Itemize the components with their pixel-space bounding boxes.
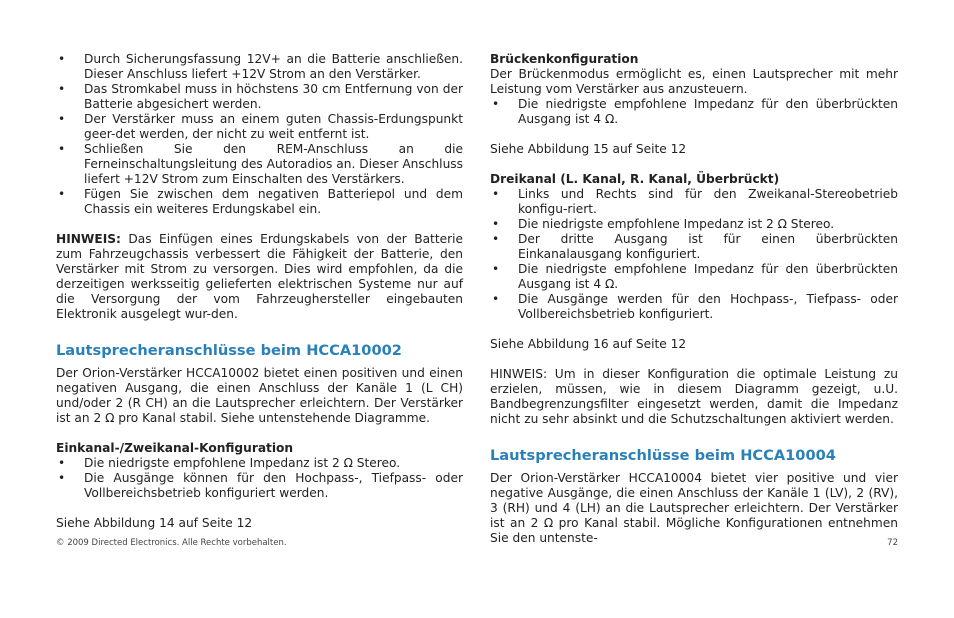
filter-note: HINWEIS: Um in dieser Konfiguration die optimale Leistung zu erzielen, müssen, wie in diesem Diagramm gezeigt, u.U. Bandbegrenzungsfilter eingesetzt werden, damit die Impedanz nicht zu sehr absinkt und die Schutzschaltungen aktiviert werden. — [490, 367, 898, 426]
subheading-three-channel: Dreikanal (L. Kanal, R. Kanal, Überbrückt) — [490, 172, 780, 186]
list-item: • Die Ausgänge werden für den Hochpass-, Tiefpass- oder Vollbereichsbetrieb konfiguriert. — [490, 292, 898, 322]
figure-reference: Siehe Abbildung 14 auf Seite 12 — [56, 516, 253, 530]
section-heading-hcca10002: Lautsprecheranschlüsse beim HCCA10002 — [56, 342, 402, 359]
grounding-note — [56, 232, 463, 322]
list-item: • Die niedrigste empfohlene Impedanz ist 2 Ω Stereo. — [490, 217, 898, 232]
subheading-single-dual-channel: Einkanal-/Zweikanal-Konfiguration — [56, 441, 294, 455]
single-dual-bullet-list — [56, 456, 463, 501]
installation-bullet-list — [56, 52, 463, 217]
list-item: • Schließen Sie den REM-Anschluss an die Ferneinschaltungsleitung des Autoradios an. Dieser Anschluss liefert +12V Strom zum Einschalten des Verstärkers. — [56, 142, 463, 187]
list-item: • Das Stromkabel muss in höchstens 30 cm Entfernung von der Batterie abgesichert werden. — [56, 82, 463, 112]
list-item: • Die niedrigste empfohlene Impedanz für den überbrückten Ausgang ist 4 Ω. — [490, 262, 898, 292]
subheading-bridge: Brückenkonfiguration — [490, 52, 639, 66]
hcca10004-intro: Der Orion-Verstärker HCCA10004 bietet vier positive und vier negative Ausgänge, die einen Anschluss der Kanäle 1 (LV), 2 (RV), 3 (RH) und 4 (LH) an die Lautsprecher erleichtern. Der Verstärker ist an 2 Ω pro Kanal stabil. Mögliche Konfigurationen entnehmen Sie den untenste- — [490, 471, 898, 545]
page-number: 72 — [887, 538, 898, 548]
copyright-footer: © 2009 Directed Electronics. Alle Rechte vorbehalten. — [56, 538, 287, 548]
figure-reference: Siehe Abbildung 15 auf Seite 12 — [490, 142, 687, 156]
list-item: • Die niedrigste empfohlene Impedanz ist 2 Ω Stereo. — [56, 456, 463, 471]
bridge-text: Der Brückenmodus ermöglicht es, einen Lautsprecher mit mehr Leistung vom Verstärker aus anzusteuern. — [490, 67, 898, 96]
list-item: • Die Ausgänge können für den Hochpass-, Tiefpass- oder Vollbereichsbetrieb konfiguriert werden. — [56, 471, 463, 501]
list-item: • Durch Sicherungsfassung 12V+ an die Batterie anschließen. Dieser Anschluss liefert +12V Strom an den Verstärker. — [56, 52, 463, 82]
right-column — [490, 52, 898, 546]
list-item: • Fügen Sie zwischen dem negativen Batteriepol und dem Chassis ein weiteres Erdungskabel ein. — [56, 187, 463, 217]
figure-reference: Siehe Abbildung 16 auf Seite 12 — [490, 337, 687, 351]
section-heading-hcca10004: Lautsprecheranschlüsse beim HCCA10004 — [490, 447, 836, 464]
hcca10002-intro: Der Orion-Verstärker HCCA10002 bietet einen positiven und einen negativen Ausgang, die einen Anschluss der Kanäle 1 (L CH) und/oder 2 (R CH) an die Lautsprecher erleichtern. Der Verstärker ist an 2 Ω pro Kanal stabil. Siehe untenstehende Diagramme. — [56, 366, 463, 425]
list-item: • Der Verstärker muss an einem guten Chassis-Erdungspunkt geer-det werden, der nicht zu weit entfernt ist. — [56, 112, 463, 142]
left-column — [56, 52, 463, 531]
list-item: • Links und Rechts sind für den Zweikanal-Stereobetrieb konfigu-riert. — [490, 187, 898, 217]
list-item: • Die niedrigste empfohlene Impedanz für den überbrückten Ausgang ist 4 Ω. — [490, 97, 898, 127]
three-channel-bullet-list — [490, 187, 898, 322]
note-label: HINWEIS: — [56, 232, 121, 246]
bridge-bullet-list — [490, 97, 898, 127]
note-text: Das Einfügen eines Erdungskabels von der Batterie zum Fahrzeugchassis verbessert die Fähigkeit der Batterie, den Verstärker mit Strom zu versorgen. Dies wird empfohlen, da die derzeitigen werksseitig gelieferten elektrischen Systeme nur auf die Versorgung der vom Fahrzeughersteller eingebauten Elektronik ausgelegt wur-den. — [56, 232, 463, 321]
list-item: • Der dritte Ausgang ist für einen überbrückten Einkanalausgang konfiguriert. — [490, 232, 898, 262]
